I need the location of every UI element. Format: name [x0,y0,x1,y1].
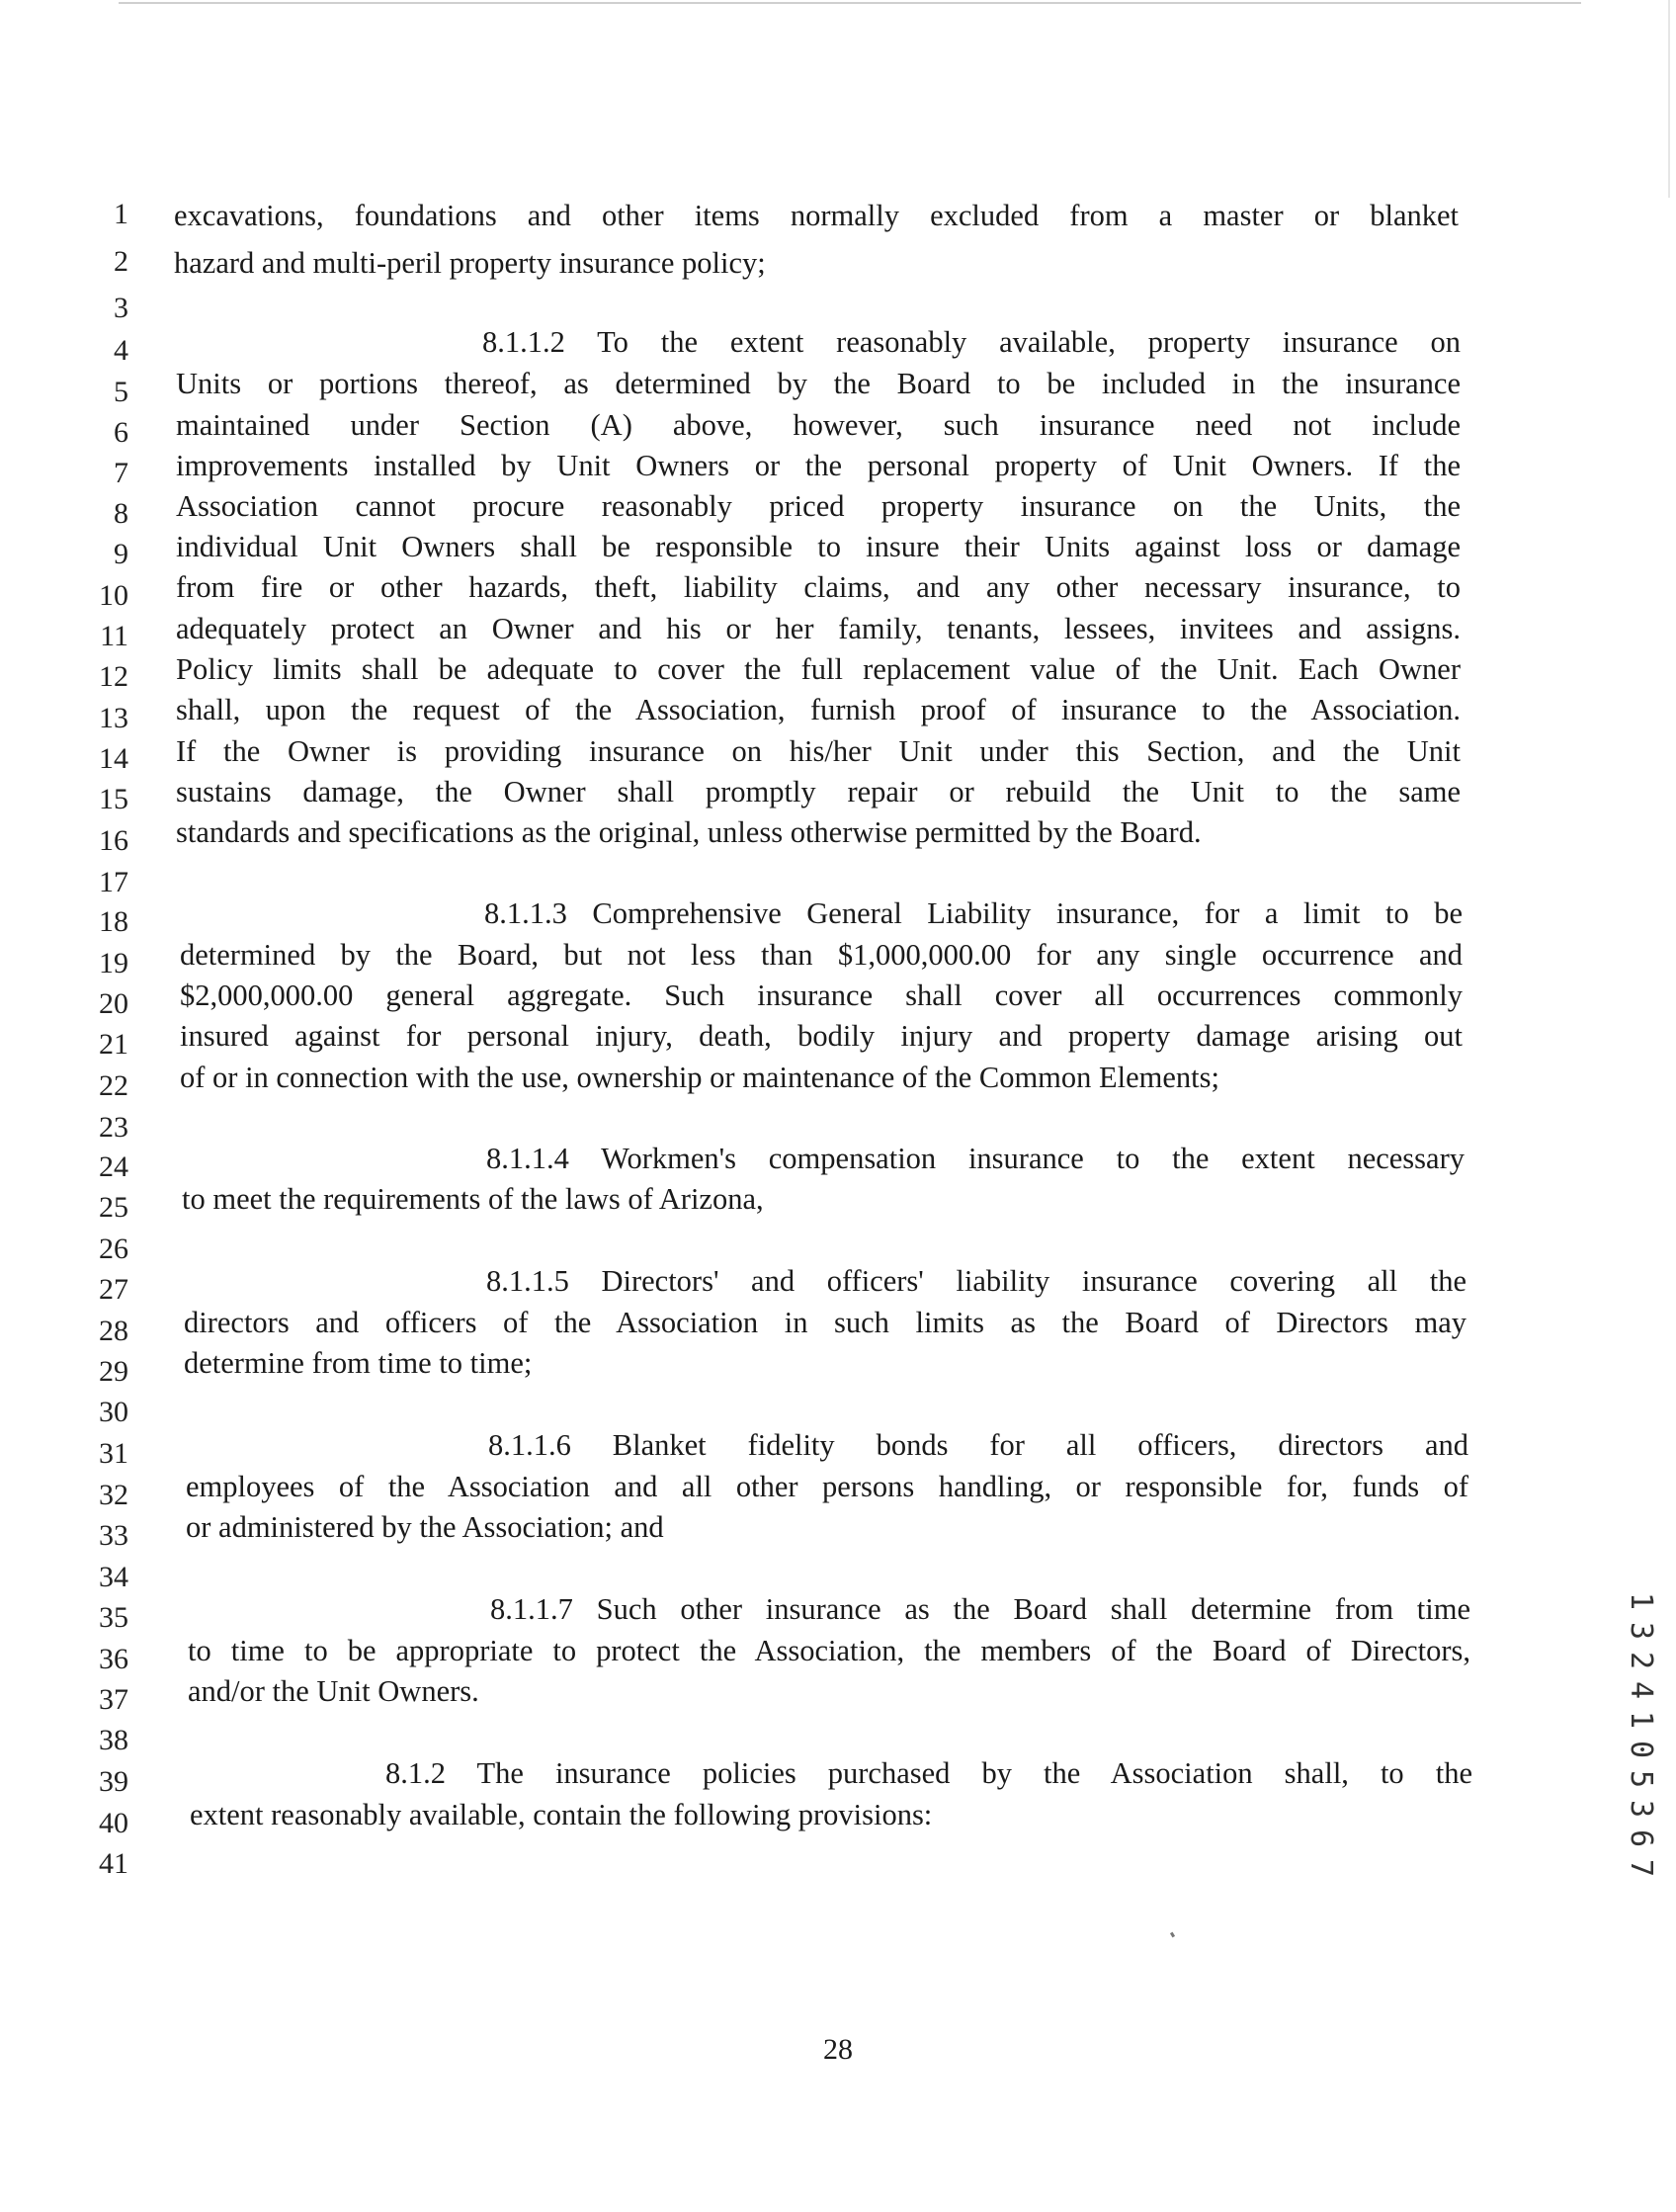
line-number: 20 [99,987,128,1020]
line-number: 33 [99,1519,128,1552]
line-number: 13 [99,702,128,734]
margin-stamp [1621,1586,1660,1883]
text-line-6: maintained under Section (A) above, however, such insurance need not include [176,408,1461,442]
scan-speck [1170,1932,1175,1938]
line-number: 14 [99,742,128,775]
line-number: 5 [114,376,128,408]
text-line-28: directors and officers of the Association in such limits as the Board of Directors may [184,1306,1466,1339]
line-number: 23 [99,1111,128,1144]
line-number: 29 [99,1355,128,1388]
line-number: 10 [99,579,128,612]
margin-stamp-char: 6 [1624,1829,1658,1848]
line-number: 38 [99,1724,128,1756]
text-line-31: 8.1.1.6 Blanket fidelity bonds for all officers, directors and [488,1428,1468,1462]
margin-stamp-char: 3 [1624,1621,1658,1641]
text-line-32: employees of the Association and all other persons handling, or responsible for, funds of [186,1470,1468,1503]
text-line-25: to meet the requirements of the laws of Arizona, [182,1182,764,1216]
line-number: 8 [114,497,128,530]
right-scan-edge [1668,0,1670,198]
line-number: 18 [99,905,128,938]
text-line-1: excavations, foundations and other items normally excluded from a master or blanket [174,199,1459,232]
text-line-12: Policy limits shall be adequate to cover the full replacement value of the Unit. Each Owner [176,652,1461,686]
line-number: 36 [99,1643,128,1675]
margin-stamp-char: 0 [1624,1740,1658,1759]
text-line-29: determine from time to time; [184,1346,533,1380]
margin-stamp-char: 5 [1624,1769,1658,1789]
text-line-40: extent reasonably available, contain the following provisions: [190,1798,933,1831]
text-line-2: hazard and multi-peril property insurance policy; [174,246,766,280]
line-number: 31 [99,1437,128,1470]
line-number: 19 [99,947,128,979]
text-line-33: or administered by the Association; and [186,1510,664,1544]
line-number: 16 [99,824,128,857]
text-line-37: and/or the Unit Owners. [188,1674,479,1708]
line-number: 40 [99,1807,128,1839]
line-number: 41 [99,1847,128,1880]
line-number: 2 [114,245,128,278]
line-number: 9 [114,538,128,570]
text-line-9: individual Unit Owners shall be responsible to insure their Units against loss or damage [176,530,1461,563]
line-number: 24 [99,1150,128,1183]
line-number: 26 [99,1233,128,1265]
margin-stamp-char: 4 [1624,1680,1658,1700]
text-line-14: If the Owner is providing insurance on his/her Unit under this Section, and the Unit [176,734,1461,768]
line-number: 22 [99,1069,128,1102]
margin-stamp-char: 2 [1624,1651,1658,1670]
line-number: 3 [114,292,128,324]
text-line-16: standards and specifications as the original, unless otherwise permitted by the Board. [176,815,1202,849]
text-line-4: 8.1.1.2 To the extent reasonably available, property insurance on [482,325,1461,359]
line-number: 39 [99,1765,128,1798]
text-line-24: 8.1.1.4 Workmen's compensation insurance to the extent necessary [486,1142,1465,1175]
line-number: 32 [99,1479,128,1511]
line-number: 4 [114,334,128,367]
margin-stamp-char: 1 [1624,1710,1658,1730]
line-number: 28 [99,1315,128,1347]
text-line-39: 8.1.2 The insurance policies purchased by the Association shall, to the [385,1756,1472,1790]
line-number: 12 [99,660,128,693]
line-number: 35 [99,1601,128,1634]
text-line-20: $2,000,000.00 general aggregate. Such insurance shall cover all occurrences commonly [180,978,1463,1012]
text-line-27: 8.1.1.5 Directors' and officers' liability insurance covering all the [486,1264,1466,1298]
text-line-5: Units or portions thereof, as determined by the Board to be included in the insurance [176,367,1461,400]
text-line-35: 8.1.1.7 Such other insurance as the Board shall determine from time [490,1592,1470,1626]
top-scan-rule [119,2,1581,4]
line-number: 1 [114,198,128,230]
text-line-19: determined by the Board, but not less than $1,000,000.00 for any single occurrence and [180,938,1463,972]
text-line-21: insured against for personal injury, death, bodily injury and property damage arising out [180,1019,1463,1053]
margin-stamp-char: 1 [1624,1591,1658,1611]
line-number: 15 [99,783,128,815]
text-line-10: from fire or other hazards, theft, liability claims, and any other necessary insurance, to [176,570,1461,604]
line-number: 7 [114,457,128,489]
text-line-36: to time to be appropriate to protect the Association, the members of the Board of Directors, [188,1634,1470,1667]
text-line-11: adequately protect an Owner and his or her family, tenants, lessees, invitees and assigns. [176,612,1461,645]
line-number: 25 [99,1191,128,1224]
margin-stamp-char: 3 [1624,1799,1658,1819]
text-line-22: of or in connection with the use, ownership or maintenance of the Common Elements; [180,1061,1219,1094]
line-number: 17 [99,866,128,898]
text-line-7: improvements installed by Unit Owners or the personal property of Unit Owners. If the [176,449,1461,482]
margin-stamp-char: 7 [1624,1858,1658,1878]
line-number: 11 [100,620,128,652]
line-number: 37 [99,1683,128,1716]
line-number: 30 [99,1396,128,1428]
text-line-18: 8.1.1.3 Comprehensive General Liability insurance, for a limit to be [484,896,1463,930]
text-line-13: shall, upon the request of the Association, furnish proof of insurance to the Association. [176,693,1461,726]
line-number: 6 [114,416,128,449]
text-line-8: Association cannot procure reasonably priced property insurance on the Units, the [176,489,1461,523]
text-line-15: sustains damage, the Owner shall promptly repair or rebuild the Unit to the same [176,775,1461,808]
line-number: 21 [99,1028,128,1061]
line-number: 34 [99,1561,128,1593]
line-number: 27 [99,1273,128,1306]
page-number: 28 [823,2033,853,2066]
